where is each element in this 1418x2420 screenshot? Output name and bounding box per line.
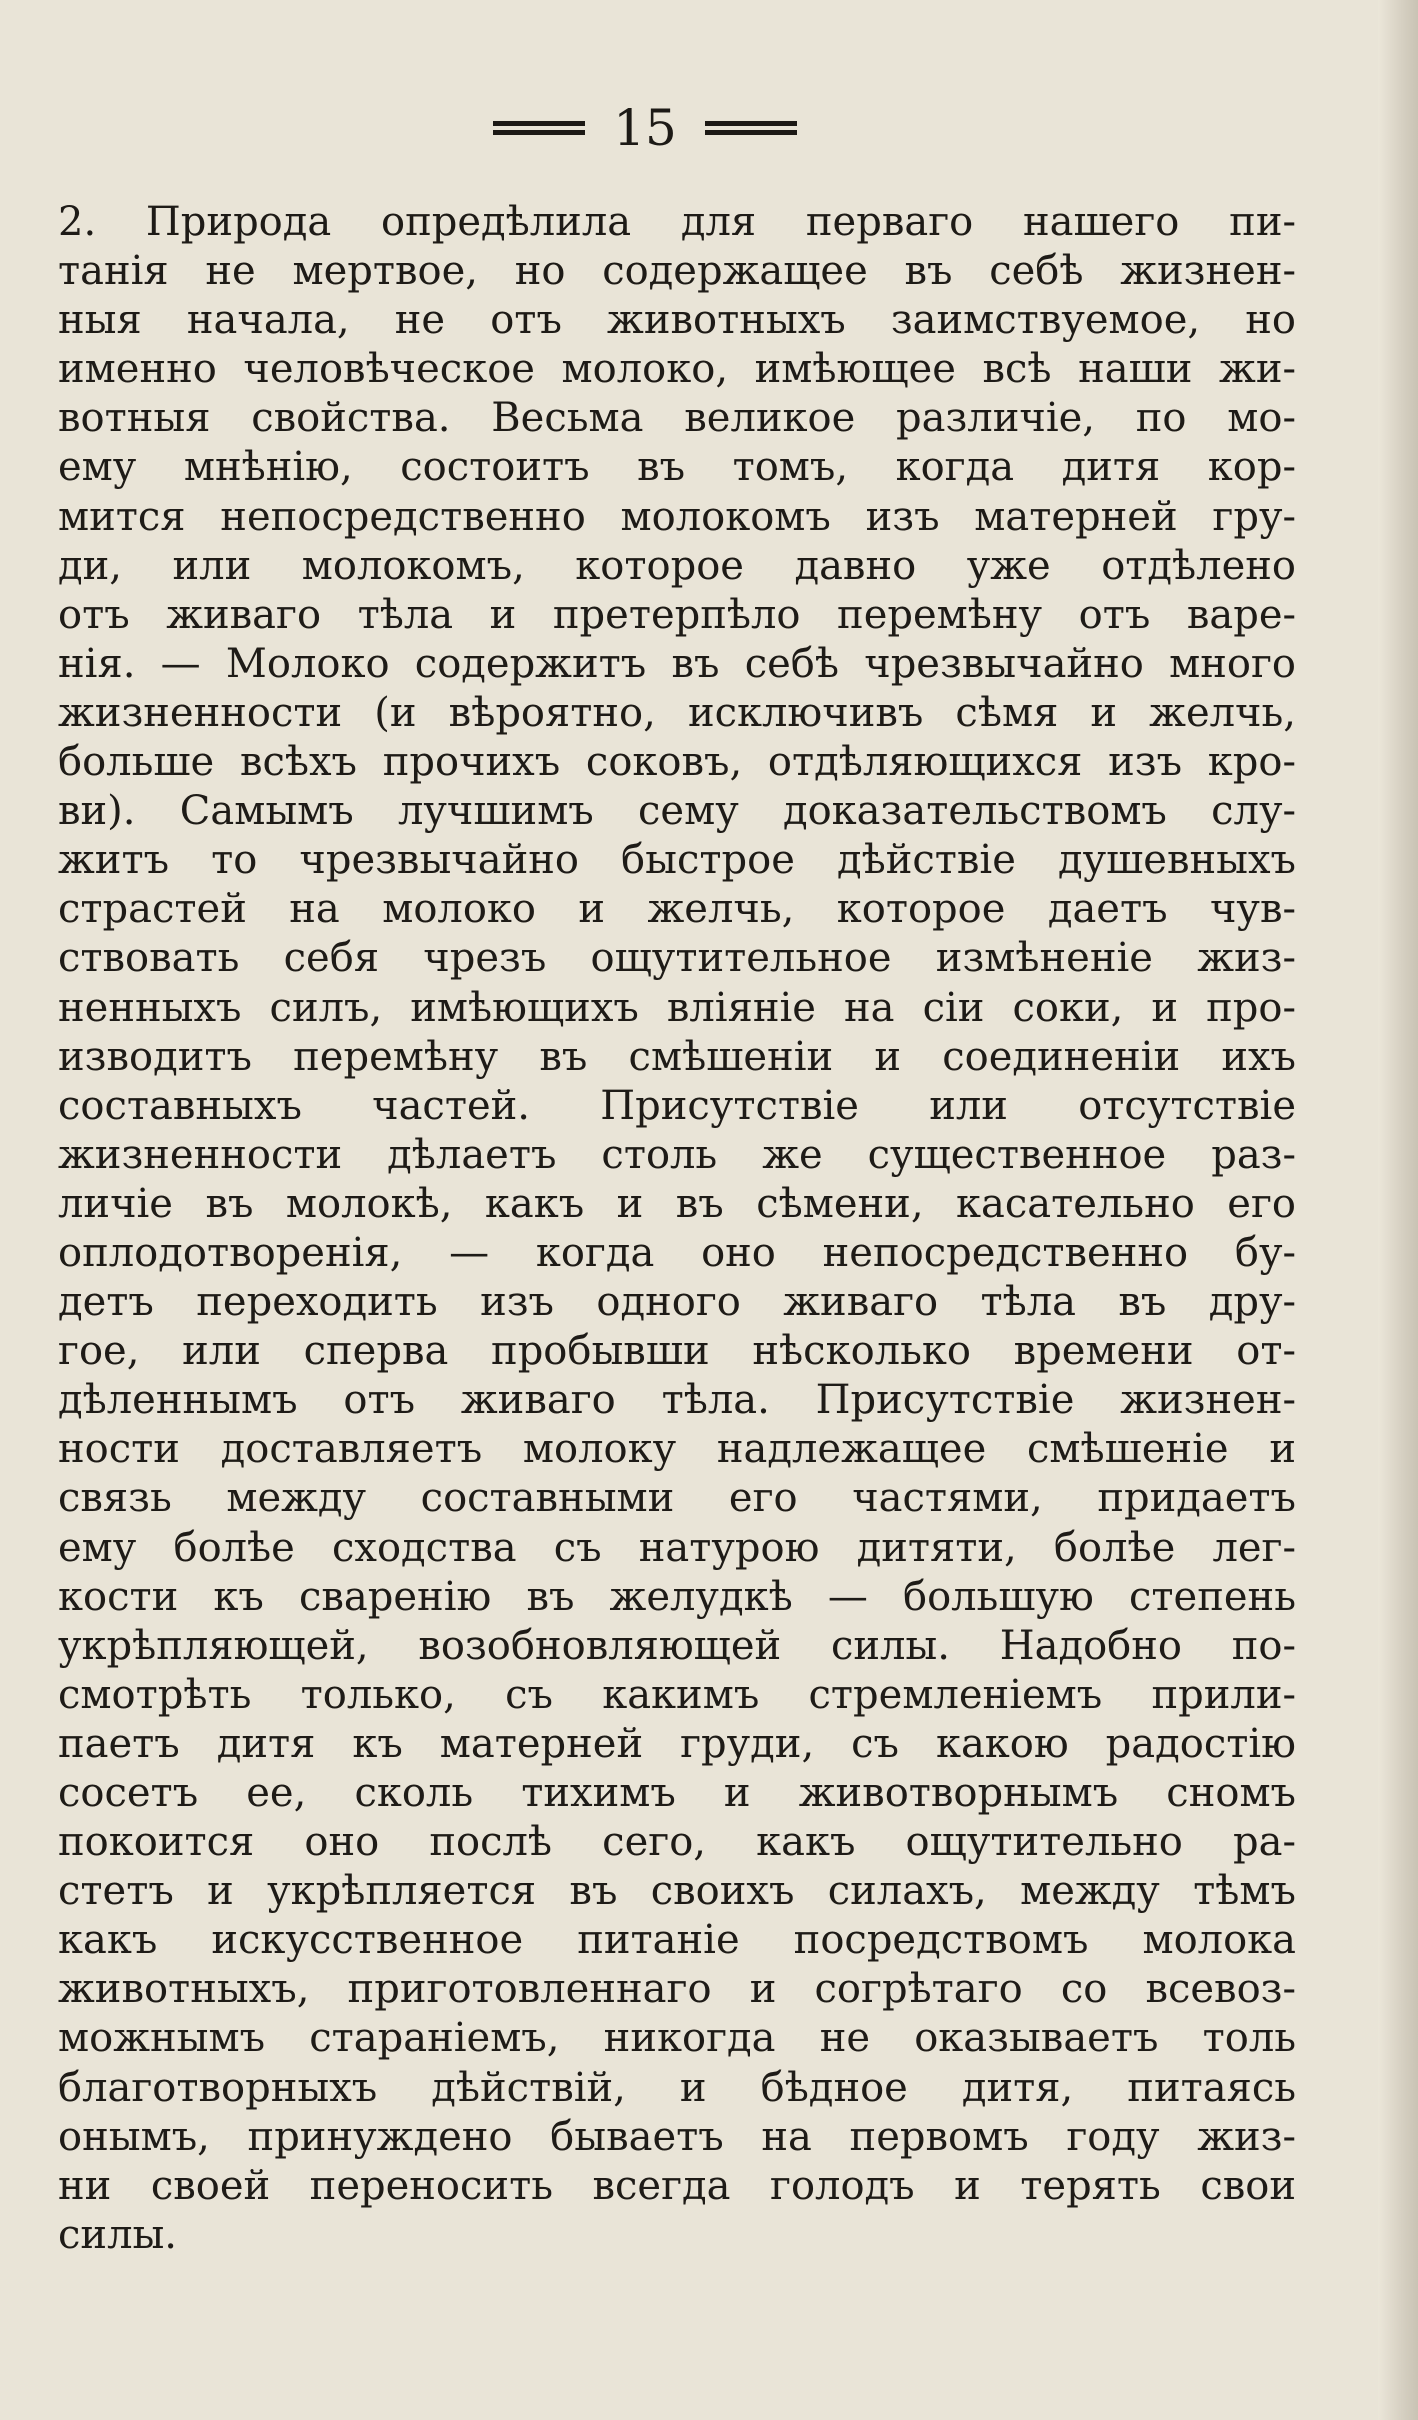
text-line: силы. bbox=[58, 2211, 178, 2258]
text-line: оплодотворенія, — когда оно непосредственно бу- bbox=[58, 1229, 1296, 1276]
text-line: ви). Самымъ лучшимъ сему доказательствомъ слу- bbox=[58, 788, 1296, 835]
text-line: танія не мертвое, но содержащее въ себѣ жизнен- bbox=[58, 248, 1296, 295]
text-line: жизненности (и вѣроятно, исключивъ сѣмя и желчь, bbox=[58, 689, 1296, 736]
header-rule-right bbox=[705, 121, 797, 135]
body-text bbox=[58, 198, 1296, 2260]
text-line: 2. Природа опредѣлила для перваго нашего пи- bbox=[58, 199, 1296, 245]
text-line: нія. — Молоко содержитъ въ себѣ чрезвычайно много bbox=[58, 640, 1296, 687]
header-rule-left bbox=[493, 121, 585, 135]
text-line: покоится оно послѣ сего, какъ ощутительно ра- bbox=[58, 1819, 1296, 1866]
text-line: сосетъ ее, сколь тихимъ и животворнымъ сномъ bbox=[58, 1770, 1296, 1816]
text-line: какъ искусственное питаніе посредствомъ молока bbox=[58, 1917, 1296, 1964]
text-line: можнымъ стараніемъ, никогда не оказываетъ толь bbox=[58, 2015, 1296, 2062]
text-line: мится непосредственно молокомъ изъ матерней гру- bbox=[58, 493, 1296, 540]
text-line: страстей на молоко и желчь, которое даетъ чув- bbox=[58, 886, 1296, 933]
page-edge-shadow bbox=[1378, 0, 1418, 2420]
text-line: больше всѣхъ прочихъ соковъ, отдѣляющихся изъ кро- bbox=[58, 739, 1296, 786]
text-line: жизненности дѣлаетъ столь же существенное раз- bbox=[58, 1131, 1296, 1178]
text-line: гое, или сперва пробывши нѣсколько времени от- bbox=[58, 1328, 1296, 1375]
text-line: ныя начала, не отъ животныхъ заимствуемое, но bbox=[58, 297, 1296, 344]
text-line: детъ переходить изъ одного живаго тѣла въ дру- bbox=[58, 1279, 1296, 1326]
text-line: вотныя свойства. Весьма великое различіе, по мо- bbox=[58, 395, 1296, 442]
text-line: ненныхъ силъ, имѣющихъ вліяніе на сіи соки, и про- bbox=[58, 984, 1296, 1031]
text-line: именно человѣческое молоко, имѣющее всѣ наши жи- bbox=[58, 346, 1296, 393]
text-line: составныхъ частей. Присутствіе или отсутствіе bbox=[58, 1082, 1296, 1129]
text-line: изводитъ перемѣну въ смѣшеніи и соединеніи ихъ bbox=[58, 1033, 1296, 1080]
text-line: ности доставляетъ молоку надлежащее смѣшеніе и bbox=[58, 1426, 1296, 1473]
text-line: личіе въ молокѣ, какъ и въ сѣмени, касательно его bbox=[58, 1180, 1296, 1227]
text-line: паетъ дитя къ матерней груди, съ какою радостію bbox=[58, 1720, 1296, 1767]
text-line: смотрѣть только, съ какимъ стремленіемъ прили- bbox=[58, 1671, 1296, 1718]
text-line: животныхъ, приготовленнаго и согрѣтаго со всевоз- bbox=[58, 1966, 1296, 2013]
text-line: укрѣпляющей, возобновляющей силы. Надобно по- bbox=[58, 1622, 1296, 1669]
page-header bbox=[485, 98, 805, 158]
text-line: ди, или молокомъ, которое давно уже отдѣлено bbox=[58, 542, 1296, 589]
text-line: ствовать себя чрезъ ощутительное измѣненіе жиз- bbox=[58, 935, 1296, 982]
text-line: онымъ, принуждено бываетъ на первомъ году жиз- bbox=[58, 2113, 1296, 2160]
text-line: ему болѣе сходства съ натурою дитяти, болѣе лег- bbox=[58, 1524, 1296, 1571]
text-line: стетъ и укрѣпляется въ своихъ силахъ, между тѣмъ bbox=[58, 1868, 1296, 1915]
text-line: ни своей переносить всегда голодъ и терять свои bbox=[58, 2162, 1296, 2209]
text-line: благотворныхъ дѣйствій, и бѣдное дитя, питаясь bbox=[58, 2064, 1296, 2111]
text-line: связь между составными его частями, придаетъ bbox=[58, 1475, 1296, 1522]
page-number: 15 bbox=[613, 99, 677, 157]
text-line: житъ то чрезвычайно быстрое дѣйствіе душевныхъ bbox=[58, 837, 1296, 884]
text-line: ему мнѣнію, состоитъ въ томъ, когда дитя кор- bbox=[58, 444, 1296, 491]
text-line: отъ живаго тѣла и претерпѣло перемѣну отъ варе- bbox=[58, 591, 1296, 638]
text-line: кости къ сваренію въ желудкѣ — большую степень bbox=[58, 1573, 1296, 1620]
text-line: дѣленнымъ отъ живаго тѣла. Присутствіе жизнен- bbox=[58, 1377, 1296, 1424]
